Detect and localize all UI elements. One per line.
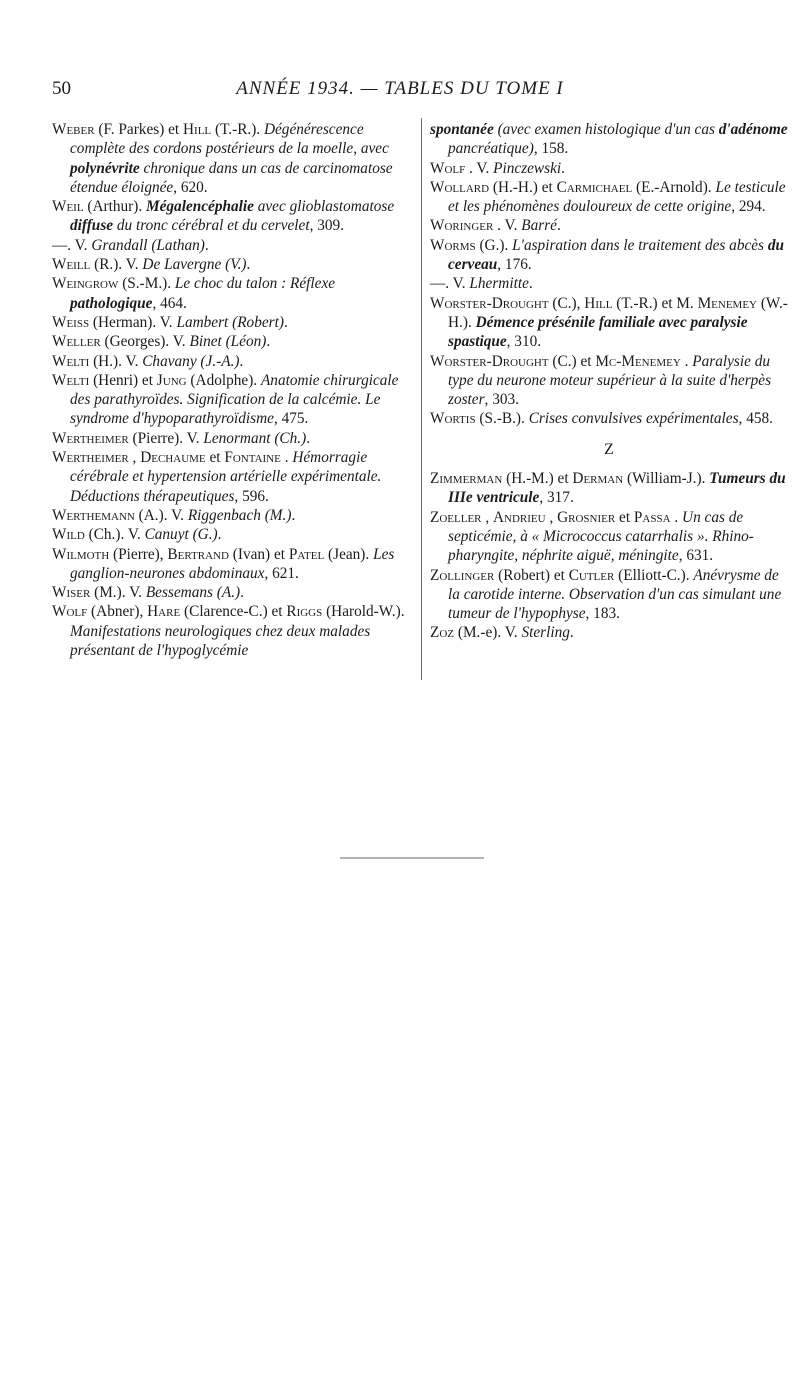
entry-segment: Un cas de septicémie, à « Micrococcus catarrhalis ». Rhino-pharyngite, néphrite aiguë, méningite [448,508,754,565]
entry-segment: . [246,256,251,274]
entry-segment: , 631. [678,547,714,565]
index-entry [430,120,788,159]
entry-segment: polynévrite [70,159,140,177]
entry-segment: , 309. [309,217,345,235]
entry-segment: Carmichael [556,178,633,196]
entry-segment: Binet (Léon) [189,333,267,351]
entry-segment: , 176. [497,256,532,274]
index-entry [430,274,788,293]
entry-segment: Hill [182,121,212,138]
entry-segment: . [306,429,311,447]
entry-segment: Weingrow [52,275,119,293]
entry-segment: Weller [52,333,101,351]
entry-segment: (T.-R.). [214,121,264,138]
entry-segment: (Robert) et [498,566,569,584]
section-letter: Z [604,440,614,458]
entry-segment: Wild [52,526,85,544]
entry-segment: Sterling [521,624,570,642]
entry-segment: . [283,313,288,331]
entry-segment: Canuyt (G.) [144,526,218,544]
entry-segment: , 303. [484,391,519,409]
entry-segment: Le testicule et les phénomènes douloureux de cette origine [448,178,786,216]
index-entry [52,120,414,197]
entry-segment: Hare [147,603,181,621]
entry-segment: Zoeller [430,508,482,526]
entry-segment: Wertheimer [52,429,129,447]
page-header [0,78,800,108]
entry-segment: Le choc du talon : Réflexe [174,275,336,293]
entry-segment: , 596. [234,487,269,505]
column-divider [421,118,422,680]
entry-segment: (Pierre), [113,545,168,563]
entry-segment: Zimmerman [430,470,503,488]
end-rule [340,857,484,859]
entry-segment: avec glioblastomatose [253,198,395,216]
entry-segment: Welti [52,352,90,370]
entry-segment: Wolf [52,603,88,621]
entry-segment: Weill [52,256,91,274]
entry-segment: Bessemans (A.) [145,584,241,602]
entry-segment: —. V. [430,275,470,293]
entry-segment: Wilmoth [52,545,110,563]
entry-segment: Jung [156,371,187,389]
entry-segment: Zollinger [430,566,495,584]
entry-segment: spontanée [430,121,494,138]
entry-segment: d'adénome [718,121,788,138]
entry-segment: Weber [52,121,95,138]
entry-segment: , [132,449,141,467]
entry-segment: , 310. [506,333,542,351]
entry-segment: , 464. [152,294,187,312]
entry-segment: Wertheimer [52,449,129,467]
entry-segment: (Elliott-C.). [618,566,694,584]
entry-segment: . [239,352,244,370]
entry-segment: chronique dans un cas de carcinomatose étendue éloignée [70,159,393,196]
entry-segment: . [217,526,222,544]
entry-segment: (Herman). V. [92,313,177,331]
entry-segment: Anévrysme de la carotide interne. Observation d'un cas simulant une tumeur de l'hypophyse [448,566,782,623]
entry-segment: Tumeurs du IIIe ventricule [448,470,786,507]
entry-segment: (M.-e). V. [457,624,522,642]
entry-segment: Andrieu [493,508,546,526]
entry-segment: (H.). V. [93,352,143,370]
index-entry [430,294,788,352]
entry-segment: Worster-Drought [430,294,549,312]
entry-segment: (T.-R.) et M. [616,294,698,312]
entry-segment: et [619,508,634,526]
entry-segment: . V. [497,217,522,235]
entry-segment: (Harold-W.). [326,603,405,621]
entry-segment: Werthemann [52,506,135,524]
index-entry [52,583,414,602]
index-entry [430,216,788,235]
entry-segment: Pinczewski [493,159,562,177]
right-entries-z [430,469,788,643]
entry-segment: (R.). V. [94,256,143,274]
entry-segment: (Georges). V. [104,333,190,351]
entry-segment: . V. [469,159,494,177]
index-entry [52,602,414,660]
entry-segment: (Arthur). [87,198,146,216]
right-entries-w [430,120,788,429]
entry-segment: Dégénérescence complète des cordons postérieurs de la moelle, avec [70,121,389,158]
entry-segment: , 294. [731,198,766,216]
entry-segment: Worms [430,236,476,254]
entry-segment: , [485,508,493,526]
entry-segment: (Adolphe). [190,371,261,389]
entry-segment: Zoz [430,624,455,642]
index-entry [430,566,788,624]
entry-segment: Riggenbach (M.) [187,506,292,524]
entry-segment: (H.-H.) et [492,178,557,196]
entry-segment: , 158. [533,140,569,158]
entry-segment: (C.), [552,294,585,312]
index-entry [52,352,414,371]
entry-segment: . [240,584,244,602]
index-entry [52,545,414,584]
entry-segment: (S.-B.). [479,410,529,428]
entry-segment: (C.) et [552,352,596,370]
entry-segment: Chavany (J.-A.) [142,352,240,370]
entry-segment: pathologique [70,294,153,312]
entry-segment: , 621. [264,564,299,582]
entry-segment: , 458. [738,410,773,428]
entry-segment: Hill [584,294,613,312]
entry-segment: . [284,449,293,467]
entry-segment: diffuse [70,217,114,235]
entry-segment: Mégalencéphalie [146,198,254,216]
entry-segment: Hémorragie cérébrale et hypertension artérielle expérimentale. Déductions thérapeutiques [70,449,382,505]
entry-segment: Weil [52,198,84,216]
entry-segment: , 620. [173,178,208,196]
entry-segment: Barré [521,217,557,235]
entry-segment: Wiser [52,584,91,602]
right-column [430,120,788,643]
entry-segment: (G.). [479,236,513,254]
entry-segment: Worster-Drought [430,352,549,370]
index-entry [430,236,788,275]
entry-segment: (W.-H.). [448,294,788,331]
entry-segment: Paralysie du type du neurone moteur supérieur à la suite d'herpès zoster [448,352,772,409]
entry-segment: Wollard [430,178,490,196]
entry-segment: (F. Parkes) et [98,121,183,138]
index-entry [52,255,414,274]
entry-segment: —. V. [52,236,92,254]
entry-segment: (Henri) et [93,371,157,389]
entry-segment: . [204,236,209,254]
entry-segment: Welti [52,371,90,389]
entry-segment: (avec examen histologique d'un cas [493,121,719,138]
index-entry [52,371,414,429]
entry-segment: Passa [633,508,671,526]
entry-segment: pancréatique) [448,140,534,158]
index-entry [52,332,414,351]
index-entry [430,469,788,508]
index-entry [430,178,788,217]
index-entry [52,274,414,313]
entry-segment: Grandall (Lathan) [91,236,205,254]
index-entry [430,508,788,566]
entry-segment: (H.-M.) et [506,470,573,488]
entry-segment: Wortis [430,410,476,428]
entry-segment: Mc-Menemey [595,352,681,370]
index-entry [52,506,414,525]
entry-segment: Fontaine [224,449,281,467]
entry-segment: (S.-M.). [122,275,175,293]
entry-segment: . [674,508,683,526]
entry-segment: Cutler [568,566,615,584]
entry-segment: L'aspiration dans le traitement des abcès [512,236,768,254]
index-entry [52,197,414,236]
index-entry [52,313,414,332]
index-entry [430,352,788,410]
entry-segment: , 183. [585,605,620,623]
left-column [52,120,414,660]
index-entry [52,525,414,544]
entry-segment: (Pierre). V. [132,429,204,447]
entry-segment: du tronc cérébral et du cervelet [113,217,310,235]
entry-segment: (Abner), [91,603,148,621]
entry-segment: (Clarence-C.) et [184,603,287,621]
entry-segment: (Ivan) et [232,545,289,563]
entry-segment: du cerveau [448,236,784,274]
entry-segment: . [291,506,296,524]
index-entry [52,429,414,448]
entry-segment: Lhermitte [469,275,529,293]
entry-segment: . [528,275,533,293]
entry-segment: (Jean). [328,545,374,563]
entry-segment: Les ganglion-neurones abdominaux [70,545,395,582]
index-entry [52,236,414,255]
entry-segment: Riggs [286,603,323,621]
entry-segment: . [561,159,565,177]
entry-segment: De Lavergne (V.) [142,256,247,274]
index-entry [52,448,414,506]
entry-segment: (E.-Arnold). [636,178,716,196]
entry-segment: . [569,624,574,642]
running-title: ANNÉE 1934. — TABLES DU TOME I [236,78,564,99]
entry-segment: . [266,333,271,351]
entry-segment: , [549,508,558,526]
entry-segment: Patel [288,545,325,563]
entry-segment: Derman [572,470,624,488]
entry-segment: (A.). V. [138,506,188,524]
entry-segment: , 317. [539,489,574,507]
entry-segment: Weiss [52,313,90,331]
entry-segment: Dechaume [140,449,206,467]
entry-segment: Bertrand [167,545,229,563]
entry-segment: Woringer [430,217,494,235]
entry-segment: Anatomie chirurgicale des parathyroïdes. Signification de la calcémie. Le syndrome d'hypoparathyroïdisme [70,371,399,428]
entry-segment: et [209,449,225,467]
entry-segment: Manifestations neurologiques chez deux malades présentant de l'hypoglycémie [70,622,371,660]
entry-segment: . [684,352,693,370]
entry-segment: (M.). V. [94,584,146,602]
index-entry [430,409,788,428]
entry-segment: Lambert (Robert) [176,313,284,331]
entry-segment: Wolf [430,159,466,177]
entry-segment: (Ch.). V. [88,526,145,544]
entry-segment: Démence présénile familiale avec paralysie spastique [448,313,748,351]
entry-segment: Menemey [697,294,757,312]
entry-segment: (William-J.). [627,470,710,488]
index-entry [430,623,788,642]
entry-segment: Grosnier [557,508,616,526]
entry-segment: Crises convulsives expérimentales [528,410,739,428]
entry-segment: . [556,217,561,235]
entry-segment: , 475. [273,410,309,428]
index-entry [430,159,788,178]
page-number: 50 [52,78,71,99]
entry-segment: Lenormant (Ch.) [203,429,307,447]
